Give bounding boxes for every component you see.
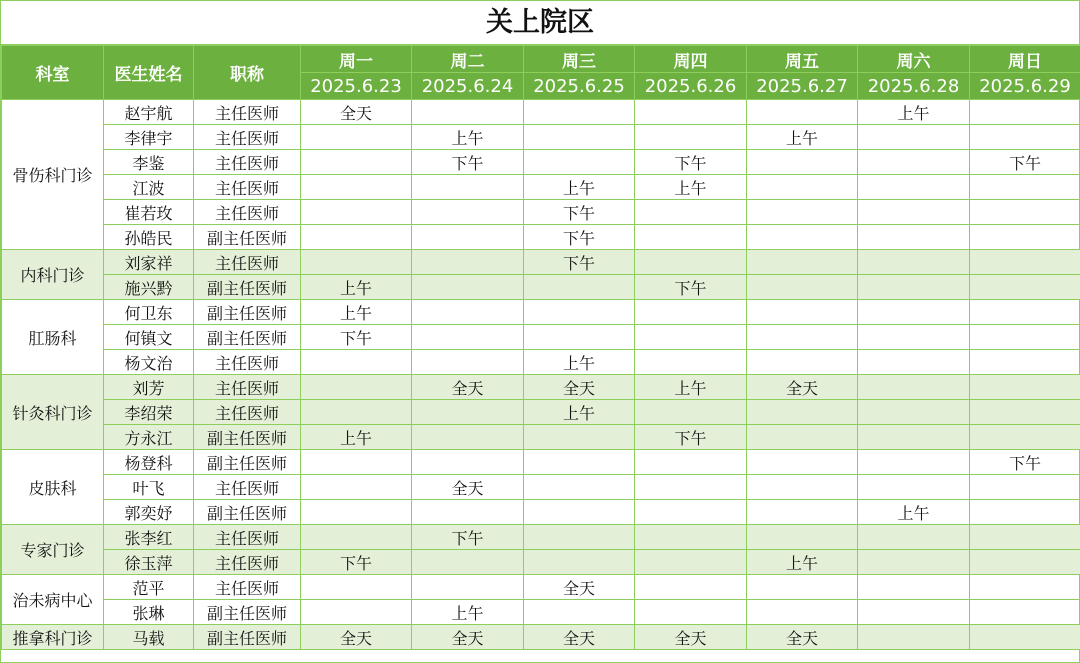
schedule-cell: 上午: [635, 375, 747, 400]
doctor-rank-cell: 副主任医师: [194, 325, 301, 350]
schedule-cell: [747, 350, 858, 375]
table-row: [2, 150, 1080, 175]
schedule-cell: [635, 350, 747, 375]
schedule-cell: [635, 400, 747, 425]
schedule-cell: [970, 175, 1080, 200]
doctor-name-cell: 何镇文: [104, 325, 194, 350]
schedule-cell: [747, 275, 858, 300]
header-date: 2025.6.28: [858, 73, 970, 100]
schedule-cell: [970, 125, 1080, 150]
schedule-cell: [858, 425, 970, 450]
schedule-cell: [412, 450, 524, 475]
schedule-table: [1, 45, 1080, 650]
doctor-name-cell: 徐玉萍: [104, 550, 194, 575]
schedule-cell: 上午: [301, 275, 412, 300]
table-row: [2, 450, 1080, 475]
schedule-cell: [747, 325, 858, 350]
doctor-name-cell: 叶飞: [104, 475, 194, 500]
header-weekday: 周一: [301, 46, 412, 73]
department-cell: 内科门诊: [2, 250, 104, 300]
schedule-cell: [301, 600, 412, 625]
doctor-rank-cell: 主任医师: [194, 525, 301, 550]
doctor-name-cell: 张琳: [104, 600, 194, 625]
schedule-cell: [858, 250, 970, 275]
schedule-cell: [412, 300, 524, 325]
table-row: [2, 175, 1080, 200]
schedule-cell: [301, 375, 412, 400]
schedule-cell: [301, 150, 412, 175]
schedule-cell: [858, 575, 970, 600]
schedule-cell: 下午: [412, 150, 524, 175]
doctor-rank-cell: 主任医师: [194, 550, 301, 575]
schedule-cell: [747, 500, 858, 525]
schedule-cell: [301, 125, 412, 150]
table-row: [2, 250, 1080, 275]
table-row: [2, 425, 1080, 450]
doctor-rank-cell: 主任医师: [194, 575, 301, 600]
doctor-name-cell: 孙皓民: [104, 225, 194, 250]
schedule-cell: [747, 150, 858, 175]
schedule-cell: [301, 575, 412, 600]
table-row: [2, 200, 1080, 225]
schedule-cell: [412, 200, 524, 225]
doctor-name-cell: 李鉴: [104, 150, 194, 175]
doctor-name-cell: 崔若玫: [104, 200, 194, 225]
schedule-cell: [412, 400, 524, 425]
doctor-rank-cell: 主任医师: [194, 400, 301, 425]
header-weekday: 周三: [524, 46, 635, 73]
schedule-cell: 下午: [301, 325, 412, 350]
department-cell: 针灸科门诊: [2, 375, 104, 450]
doctor-rank-cell: 主任医师: [194, 375, 301, 400]
header-date: 2025.6.27: [747, 73, 858, 100]
schedule-cell: [970, 575, 1080, 600]
header-weekday: 周四: [635, 46, 747, 73]
doctor-rank-cell: 副主任医师: [194, 425, 301, 450]
table-row: [2, 325, 1080, 350]
schedule-cell: [970, 100, 1080, 125]
schedule-cell: [858, 400, 970, 425]
schedule-cell: 上午: [635, 175, 747, 200]
table-row: [2, 525, 1080, 550]
header-rank: 职称: [194, 46, 301, 100]
table-row: [2, 375, 1080, 400]
department-cell: 专家门诊: [2, 525, 104, 575]
schedule-cell: [412, 100, 524, 125]
schedule-cell: 下午: [524, 225, 635, 250]
doctor-rank-cell: 副主任医师: [194, 600, 301, 625]
schedule-cell: [635, 300, 747, 325]
schedule-cell: [970, 275, 1080, 300]
schedule-cell: [858, 625, 970, 650]
doctor-rank-cell: 主任医师: [194, 250, 301, 275]
schedule-cell: 上午: [301, 300, 412, 325]
department-cell: 皮肤科: [2, 450, 104, 525]
schedule-cell: [858, 325, 970, 350]
schedule-cell: [747, 200, 858, 225]
schedule-cell: [747, 525, 858, 550]
schedule-cell: [635, 450, 747, 475]
table-row: [2, 100, 1080, 125]
schedule-cell: 上午: [301, 425, 412, 450]
header-date: 2025.6.25: [524, 73, 635, 100]
header-weekday: 周二: [412, 46, 524, 73]
schedule-cell: 全天: [524, 375, 635, 400]
header-doctor: 医生姓名: [104, 46, 194, 100]
schedule-cell: 上午: [412, 600, 524, 625]
header-date: 2025.6.23: [301, 73, 412, 100]
schedule-cell: [412, 175, 524, 200]
schedule-cell: [858, 225, 970, 250]
schedule-cell: 下午: [635, 275, 747, 300]
schedule-cell: [524, 475, 635, 500]
schedule-cell: [747, 175, 858, 200]
schedule-cell: [970, 350, 1080, 375]
department-cell: 肛肠科: [2, 300, 104, 375]
schedule-cell: [301, 500, 412, 525]
schedule-cell: 全天: [412, 475, 524, 500]
schedule-cell: [301, 175, 412, 200]
schedule-cell: [858, 475, 970, 500]
table-row: [2, 625, 1080, 650]
schedule-cell: [747, 225, 858, 250]
doctor-rank-cell: 主任医师: [194, 100, 301, 125]
doctor-name-cell: 施兴黔: [104, 275, 194, 300]
schedule-cell: [747, 425, 858, 450]
schedule-cell: [970, 625, 1080, 650]
table-row: [2, 550, 1080, 575]
schedule-cell: [635, 100, 747, 125]
schedule-cell: 下午: [635, 425, 747, 450]
schedule-cell: 全天: [747, 375, 858, 400]
schedule-cell: [747, 600, 858, 625]
doctor-name-cell: 刘芳: [104, 375, 194, 400]
department-cell: 骨伤科门诊: [2, 100, 104, 250]
schedule-cell: [858, 300, 970, 325]
header-weekday: 周六: [858, 46, 970, 73]
schedule-cell: [635, 250, 747, 275]
schedule-cell: [635, 325, 747, 350]
schedule-cell: 下午: [524, 200, 635, 225]
schedule-cell: [970, 225, 1080, 250]
schedule-cell: 全天: [635, 625, 747, 650]
doctor-rank-cell: 副主任医师: [194, 450, 301, 475]
doctor-rank-cell: 主任医师: [194, 175, 301, 200]
table-row: [2, 225, 1080, 250]
schedule-cell: 上午: [524, 350, 635, 375]
schedule-cell: 全天: [301, 625, 412, 650]
schedule-cell: [970, 375, 1080, 400]
schedule-cell: [412, 350, 524, 375]
schedule-cell: [970, 550, 1080, 575]
schedule-cell: [635, 200, 747, 225]
schedule-cell: 全天: [524, 575, 635, 600]
schedule-cell: [747, 575, 858, 600]
schedule-cell: 全天: [412, 375, 524, 400]
schedule-cell: 上午: [524, 175, 635, 200]
schedule-cell: [635, 525, 747, 550]
schedule-cell: [970, 525, 1080, 550]
doctor-name-cell: 张李红: [104, 525, 194, 550]
schedule-cell: [524, 450, 635, 475]
schedule-cell: 下午: [301, 550, 412, 575]
doctor-name-cell: 杨登科: [104, 450, 194, 475]
schedule-cell: [970, 250, 1080, 275]
table-row: [2, 350, 1080, 375]
doctor-rank-cell: 副主任医师: [194, 300, 301, 325]
schedule-cell: [747, 100, 858, 125]
header-date: 2025.6.29: [970, 73, 1080, 100]
schedule-cell: [301, 250, 412, 275]
schedule-cell: [524, 125, 635, 150]
doctor-name-cell: 刘家祥: [104, 250, 194, 275]
table-row: [2, 600, 1080, 625]
doctor-name-cell: 郭奕妤: [104, 500, 194, 525]
doctor-name-cell: 李律宇: [104, 125, 194, 150]
schedule-cell: [747, 250, 858, 275]
schedule-cell: 下午: [970, 450, 1080, 475]
doctor-rank-cell: 主任医师: [194, 350, 301, 375]
schedule-cell: [635, 550, 747, 575]
schedule-cell: [412, 275, 524, 300]
schedule-cell: [412, 500, 524, 525]
schedule-cell: [858, 375, 970, 400]
table-row: [2, 475, 1080, 500]
doctor-name-cell: 李绍荣: [104, 400, 194, 425]
doctor-rank-cell: 副主任医师: [194, 275, 301, 300]
schedule-cell: [858, 350, 970, 375]
schedule-cell: [858, 550, 970, 575]
schedule-cell: [858, 175, 970, 200]
schedule-cell: 全天: [412, 625, 524, 650]
schedule-cell: 上午: [412, 125, 524, 150]
schedule-cell: [747, 400, 858, 425]
schedule-cell: [412, 550, 524, 575]
schedule-cell: [970, 600, 1080, 625]
schedule-cell: [524, 150, 635, 175]
doctor-rank-cell: 主任医师: [194, 475, 301, 500]
schedule-cell: [524, 275, 635, 300]
header-dept: 科室: [2, 46, 104, 100]
schedule-cell: [301, 350, 412, 375]
schedule-cell: [524, 550, 635, 575]
schedule-cell: [970, 325, 1080, 350]
schedule-cell: [635, 225, 747, 250]
schedule-cell: [970, 200, 1080, 225]
schedule-cell: [524, 425, 635, 450]
schedule-cell: [858, 150, 970, 175]
schedule-cell: [524, 600, 635, 625]
schedule-cell: [747, 300, 858, 325]
doctor-rank-cell: 主任医师: [194, 200, 301, 225]
schedule-cell: [524, 525, 635, 550]
schedule-cell: [301, 450, 412, 475]
schedule-cell: [970, 475, 1080, 500]
table-row: [2, 125, 1080, 150]
doctor-rank-cell: 副主任医师: [194, 500, 301, 525]
doctor-name-cell: 江波: [104, 175, 194, 200]
schedule-cell: [412, 250, 524, 275]
schedule-cell: 全天: [524, 625, 635, 650]
doctor-name-cell: 马载: [104, 625, 194, 650]
header-weekday: 周日: [970, 46, 1080, 73]
page-title: 关上院区: [1, 1, 1079, 45]
schedule-cell: [635, 125, 747, 150]
department-cell: 推拿科门诊: [2, 625, 104, 650]
schedule-cell: 下午: [412, 525, 524, 550]
table-row: [2, 400, 1080, 425]
table-row: [2, 300, 1080, 325]
doctor-name-cell: 范平: [104, 575, 194, 600]
table-body: [2, 100, 1080, 650]
schedule-cell: [301, 400, 412, 425]
schedule-cell: 全天: [301, 100, 412, 125]
schedule-cell: [412, 425, 524, 450]
schedule-cell: [970, 400, 1080, 425]
schedule-cell: [858, 125, 970, 150]
schedule-cell: 上午: [747, 550, 858, 575]
schedule-cell: [412, 575, 524, 600]
header-weekday: 周五: [747, 46, 858, 73]
doctor-name-cell: 杨文治: [104, 350, 194, 375]
doctor-rank-cell: 主任医师: [194, 150, 301, 175]
schedule-cell: [747, 475, 858, 500]
table-row: [2, 500, 1080, 525]
doctor-name-cell: 何卫东: [104, 300, 194, 325]
schedule-cell: [301, 475, 412, 500]
header-date: 2025.6.24: [412, 73, 524, 100]
schedule-cell: 上午: [524, 400, 635, 425]
table-row: [2, 275, 1080, 300]
schedule-cell: [970, 300, 1080, 325]
schedule-cell: [635, 575, 747, 600]
schedule-cell: [635, 475, 747, 500]
table-header: [2, 46, 1080, 100]
doctor-rank-cell: 副主任医师: [194, 625, 301, 650]
schedule-cell: [412, 225, 524, 250]
schedule-cell: [524, 300, 635, 325]
doctor-name-cell: 方永江: [104, 425, 194, 450]
schedule-cell: 上午: [858, 100, 970, 125]
schedule-cell: [412, 325, 524, 350]
schedule-cell: 下午: [635, 150, 747, 175]
doctor-rank-cell: 副主任医师: [194, 225, 301, 250]
schedule-cell: [858, 200, 970, 225]
schedule-cell: [858, 600, 970, 625]
schedule-cell: [524, 325, 635, 350]
schedule-cell: 全天: [747, 625, 858, 650]
schedule-cell: 下午: [524, 250, 635, 275]
schedule-cell: [858, 275, 970, 300]
schedule-cell: [970, 500, 1080, 525]
department-cell: 治未病中心: [2, 575, 104, 625]
header-date: 2025.6.26: [635, 73, 747, 100]
schedule-cell: 下午: [970, 150, 1080, 175]
schedule-cell: [301, 225, 412, 250]
schedule-cell: [635, 500, 747, 525]
doctor-rank-cell: 主任医师: [194, 125, 301, 150]
schedule-cell: [301, 200, 412, 225]
schedule-cell: 上午: [858, 500, 970, 525]
doctor-name-cell: 赵宇航: [104, 100, 194, 125]
table-row: [2, 575, 1080, 600]
schedule-cell: [747, 450, 858, 475]
schedule-cell: [635, 600, 747, 625]
schedule-cell: [858, 450, 970, 475]
schedule-cell: [524, 100, 635, 125]
schedule-cell: 上午: [747, 125, 858, 150]
schedule-cell: [858, 525, 970, 550]
schedule-cell: [970, 425, 1080, 450]
schedule-cell: [524, 500, 635, 525]
schedule-cell: [301, 525, 412, 550]
